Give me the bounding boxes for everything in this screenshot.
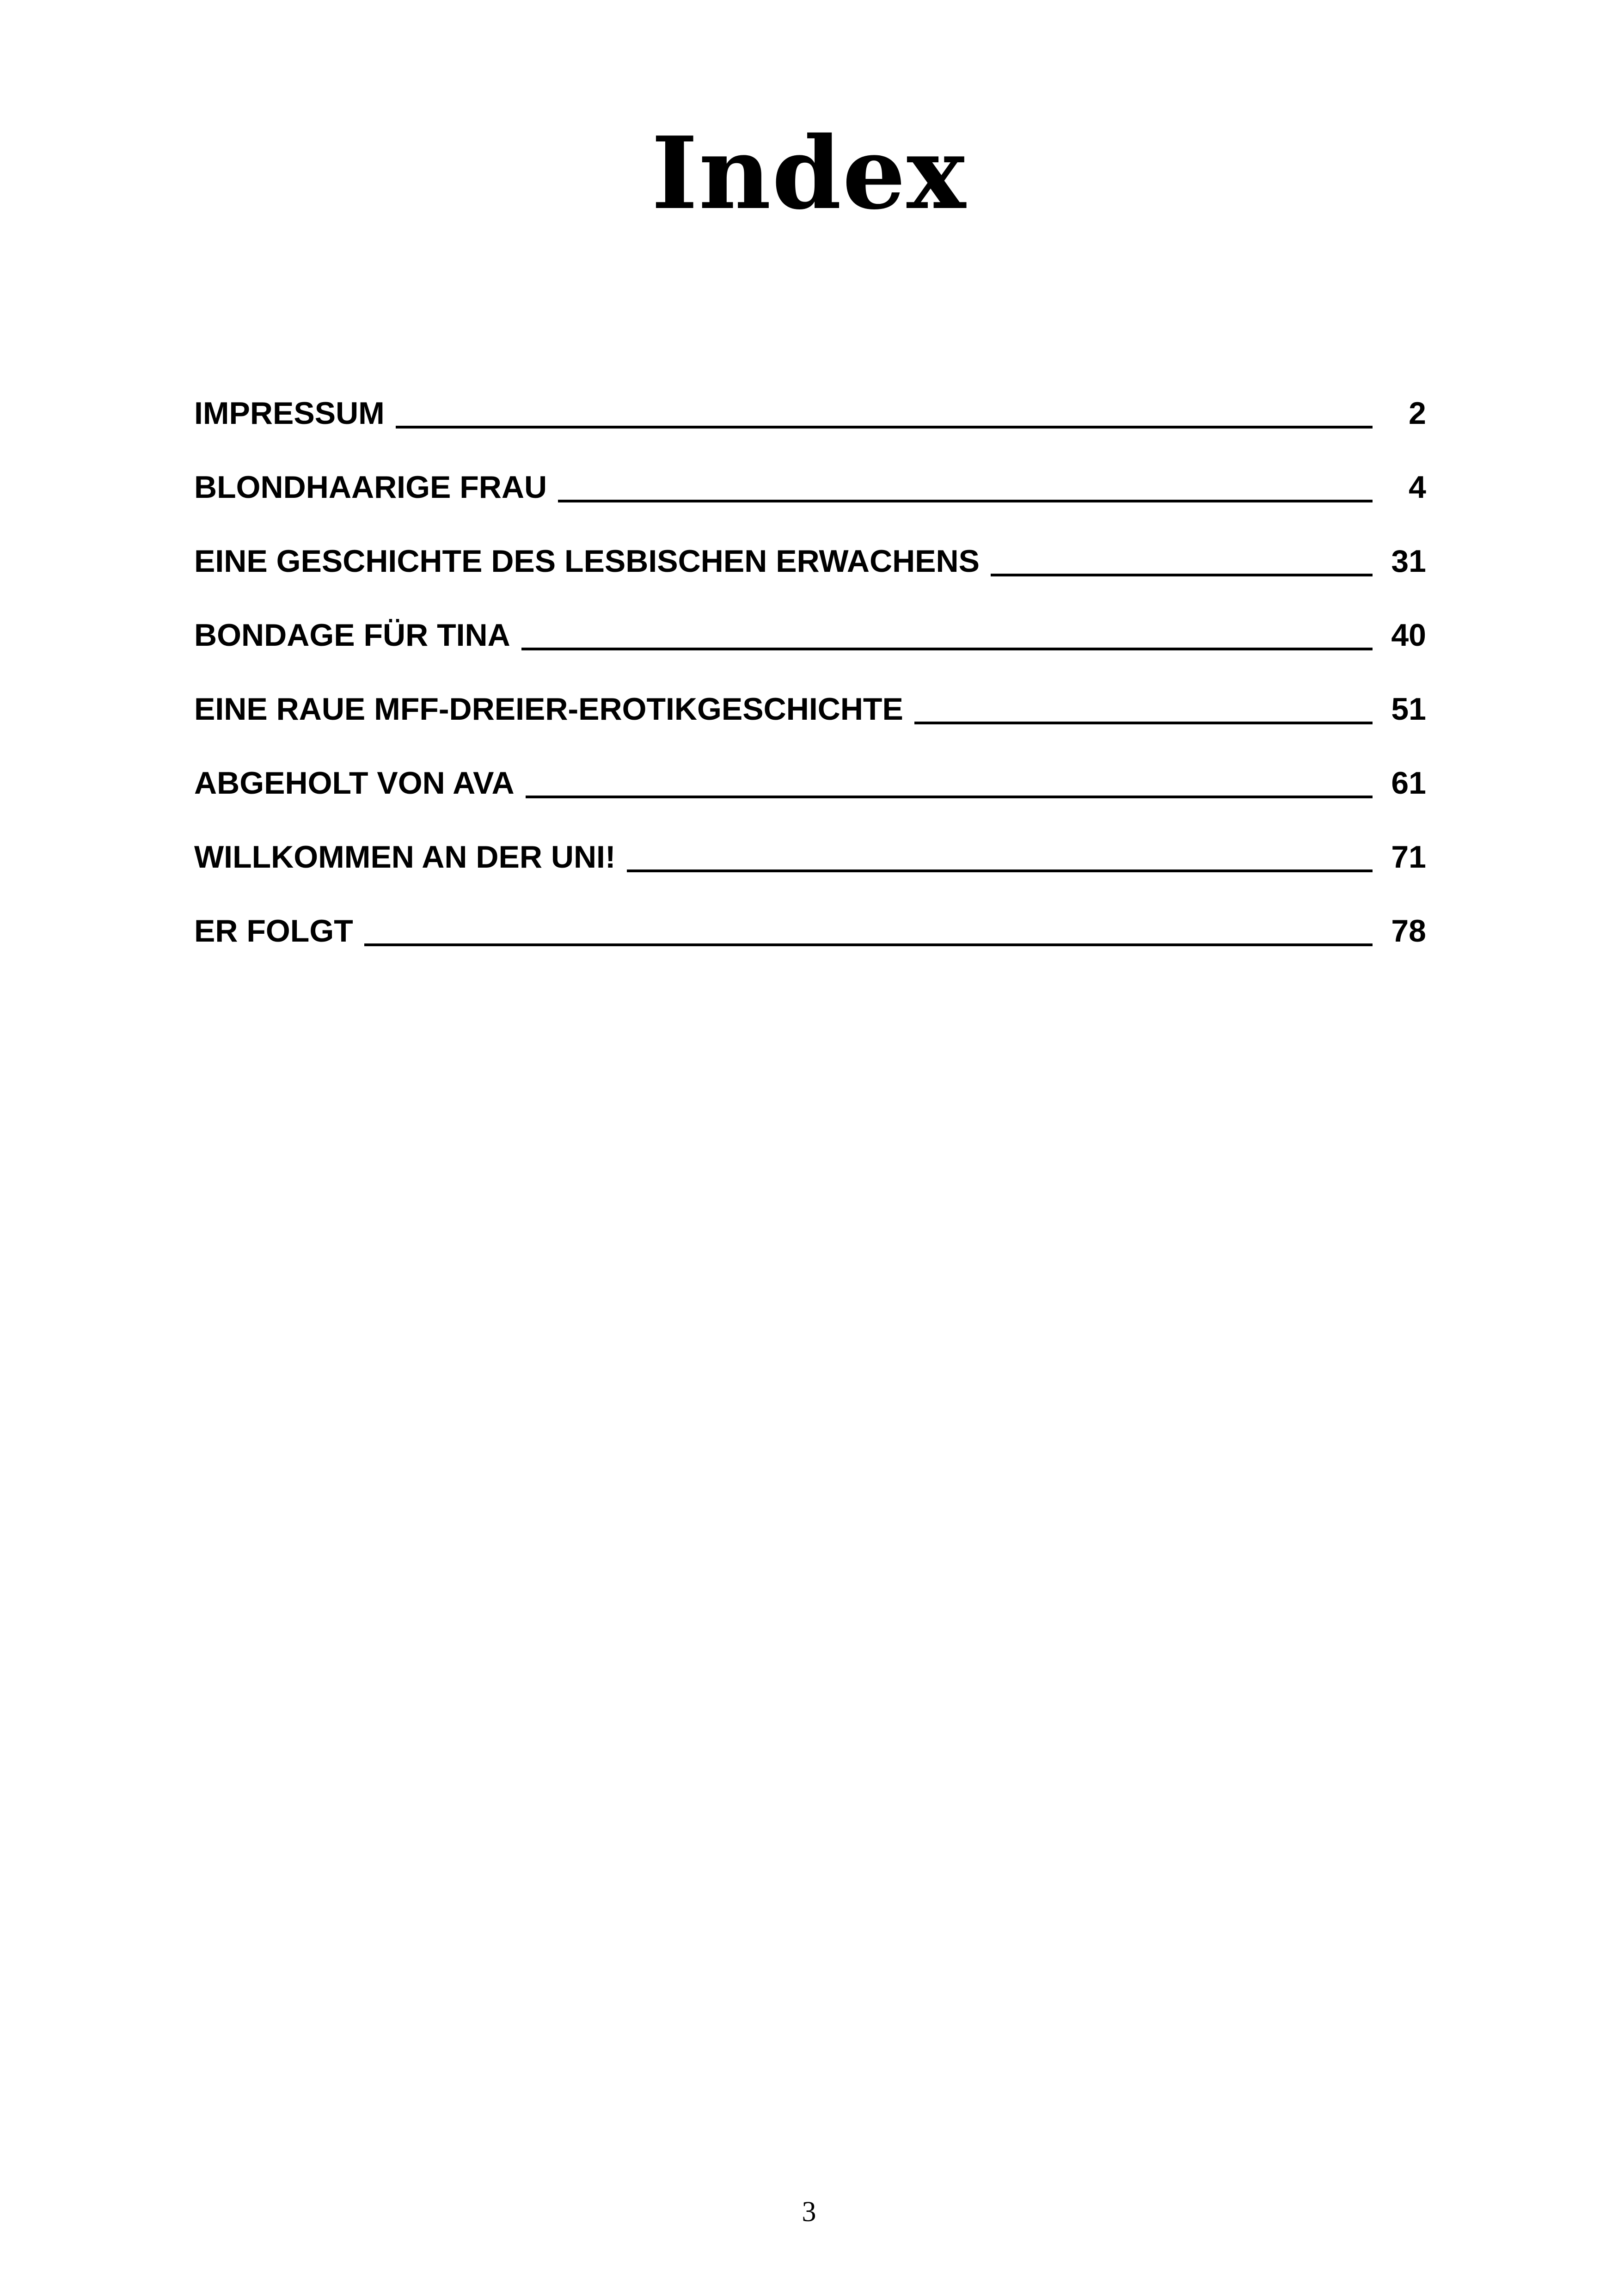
toc-entry-bondage-fuer-tina — [194, 585, 1426, 659]
page-number: 3 — [802, 2196, 816, 2228]
toc-entry-label: WILLKOMMEN AN DER UNI! — [194, 839, 616, 875]
toc-entry-willkommen-an-der-uni — [194, 807, 1426, 881]
toc-entry-page: 61 — [1391, 765, 1426, 801]
toc-entry-label: BLONDHAARIGE FRAU — [194, 470, 547, 505]
toc-leader-line — [521, 648, 1373, 650]
toc-leader-line — [627, 869, 1373, 872]
toc-entry-page: 51 — [1391, 692, 1426, 727]
toc-leader-line — [526, 796, 1373, 798]
toc-entry-abgeholt-von-ava — [194, 733, 1426, 807]
toc-entry-page: 40 — [1391, 618, 1426, 653]
toc-entry-label: IMPRESSUM — [194, 396, 385, 431]
toc-entry-er-folgt — [194, 881, 1426, 955]
toc-leader-line — [991, 574, 1373, 576]
toc-entry-mff-dreier — [194, 659, 1426, 733]
page-title: Index — [651, 115, 967, 232]
table-of-contents — [194, 363, 1426, 955]
toc-leader-line — [396, 426, 1373, 429]
toc-entry-blondhaarige-frau — [194, 437, 1426, 511]
toc-entry-label: EINE RAUE MFF-DREIER-EROTIKGESCHICHTE — [194, 692, 903, 727]
toc-leader-line — [364, 943, 1373, 946]
toc-entry-page: 31 — [1391, 544, 1426, 579]
toc-entry-label: BONDAGE FÜR TINA — [194, 618, 510, 653]
toc-entry-label: ABGEHOLT VON AVA — [194, 765, 515, 801]
toc-leader-line — [914, 722, 1373, 724]
toc-entry-label: EINE GESCHICHTE DES LESBISCHEN ERWACHENS — [194, 544, 980, 579]
toc-leader-line — [558, 500, 1373, 502]
toc-entry-impressum — [194, 363, 1426, 437]
toc-entry-page: 4 — [1409, 470, 1426, 505]
toc-entry-lesbischen-erwachens — [194, 511, 1426, 585]
toc-entry-page: 2 — [1409, 396, 1426, 431]
toc-entry-page: 78 — [1391, 913, 1426, 949]
toc-entry-label: ER FOLGT — [194, 913, 353, 949]
toc-entry-page: 71 — [1391, 839, 1426, 875]
